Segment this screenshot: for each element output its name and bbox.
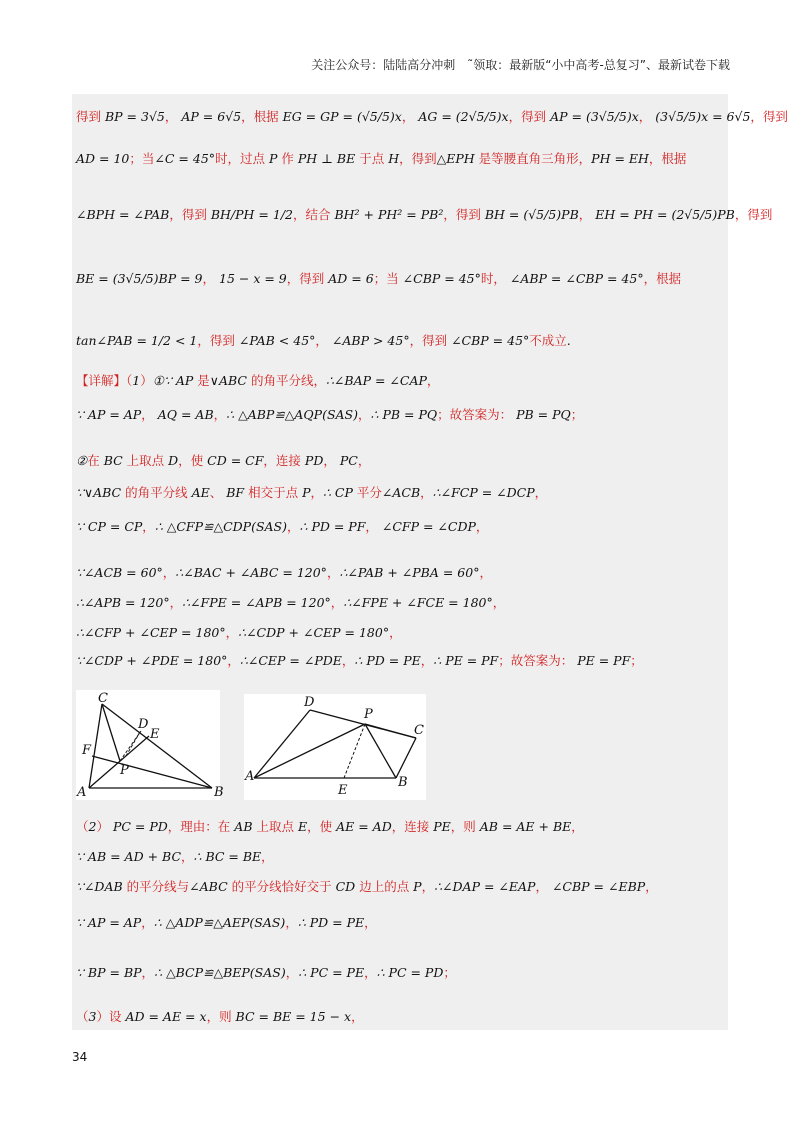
figure-quadrilateral <box>244 694 426 800</box>
point-label-e: E <box>150 727 160 742</box>
solution-line: ∵ AP = AP， AQ = AB，∴ △ABP≌△AQP(SAS)，∴ PB = PQ；故答案为： PB = PQ； <box>76 407 584 422</box>
page-header: 关注公众号：陆陆高分冲刺 ˜领取：最新版“小中高考-总复习”、最新试卷下载 <box>311 58 730 72</box>
point-label-e: E <box>338 783 348 798</box>
solution-line: （3）设 AD = AE = x，则 BC = BE = 15 − x， <box>76 1009 364 1024</box>
point-label-a: A <box>245 769 255 784</box>
point-label-b: B <box>214 785 224 800</box>
point-label-a: A <box>77 785 87 800</box>
figure-1-drawing <box>76 690 224 800</box>
solution-line: ∴∠CFP + ∠CEP = 180°，∴∠CDP + ∠CEP = 180°， <box>76 625 402 640</box>
figure-2-drawing <box>244 694 426 800</box>
point-label-d: D <box>304 695 315 710</box>
solution-line: ∵ BP = BP，∴ △BCP≌△BEP(SAS)，∴ PC = PE，∴ PC = PD； <box>76 965 456 980</box>
point-label-c: C <box>414 723 424 738</box>
solution-line: ∵∨ABC 的角平分线 AE、 BF 相交于点 P，∴ CP 平分∠ACB，∴∠FCP = ∠DCP， <box>76 485 548 500</box>
solution-line: ∴∠APB = 120°，∴∠FPE = ∠APB = 120°，∴∠FPE + ∠FCE = 180°， <box>76 595 506 610</box>
point-label-p: P <box>364 707 373 722</box>
solution-line: ∠BPH = ∠PAB，得到 BH/PH = 1/2，结合 BH² + PH² = PB²，得到 BH = (√5/5)PB， EH = PH = (2√5/5)PB，得到 <box>76 207 773 222</box>
solution-line: BE = (3√5/5)BP = 9， 15 − x = 9，得到 AD = 6；当 ∠CBP = 45°时， ∠ABP = ∠CBP = 45°，根据 <box>76 271 682 286</box>
solution-line: ∵∠ACB = 60°，∴∠BAC + ∠ABC = 120°，∴∠PAB + ∠PBA = 60°， <box>76 565 492 580</box>
solution-line: 【详解】（1）①∵ AP 是∨ABC 的角平分线，∴∠BAP = ∠CAP， <box>76 373 440 388</box>
point-label-c: C <box>98 691 108 706</box>
solution-line: 得到 BP = 3√5， AP = 6√5，根据 EG = GP = (√5/5)x， AG = (2√5/5)x，得到 AP = (3√5/5)x， (3√5/5)x = 6√5，得到 <box>76 109 788 124</box>
figure-triangle-bisectors <box>76 690 224 800</box>
solution-line: ∵ AB = AD + BC，∴ BC = BE， <box>76 849 274 864</box>
solution-line: （2） PC = PD，理由：在 AB 上取点 E，使 AE = AD，连接 PE，则 AB = AE + BE， <box>76 819 584 834</box>
point-label-d: D <box>138 717 149 732</box>
point-label-b: B <box>398 775 408 790</box>
solution-line: tan∠PAB = 1/2 < 1，得到 ∠PAB < 45°， ∠ABP > 45°，得到 ∠CBP = 45°不成立. <box>76 333 571 348</box>
page-number: 34 <box>72 1050 88 1064</box>
point-label-p: P <box>120 763 129 778</box>
solution-content <box>72 94 788 1030</box>
solution-line: ∵ CP = CP，∴ △CFP≌△CDP(SAS)，∴ PD = PF， ∠CFP = ∠CDP， <box>76 519 489 534</box>
point-label-f: F <box>82 743 92 758</box>
solution-line: AD = 10；当∠C = 45°时，过点 P 作 PH ⊥ BE 于点 H，得到△EPH 是等腰直角三角形，PH = EH，根据 <box>76 151 687 166</box>
solution-line: ∵∠CDP + ∠PDE = 180°，∴∠CEP = ∠PDE，∴ PD = PE，∴ PE = PF；故答案为： PE = PF； <box>76 653 643 668</box>
solution-line: ②在 BC 上取点 D，使 CD = CF，连接 PD， PC， <box>76 453 371 468</box>
solution-line: ∵∠DAB 的平分线与∠ABC 的平分线恰好交于 CD 边上的点 P，∴∠DAP = ∠EAP， ∠CBP = ∠EBP， <box>76 879 658 894</box>
solution-line: ∵ AP = AP，∴ △ADP≌△AEP(SAS)，∴ PD = PE， <box>76 915 377 930</box>
